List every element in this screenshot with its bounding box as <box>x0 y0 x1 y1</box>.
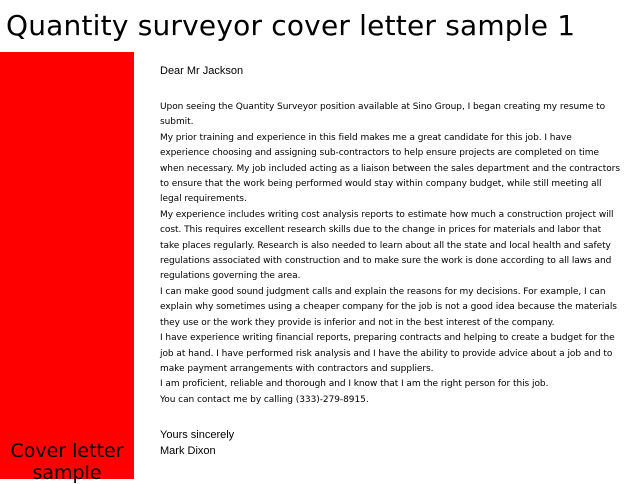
page-title: Quantity surveyor cover letter sample 1 <box>6 9 576 42</box>
letter-paragraph: You can contact me by calling (333)-279-8915. <box>160 394 369 405</box>
letter-paragraph: I am proficient, reliable and thorough and I know that I am the right person for this job. <box>160 379 549 390</box>
letter-paragraph: I have experience writing financial reports, preparing contracts and helping to create a budget for the job at hand. I have performed risk analysis and I have the ability to provide advice about a job and to make payment arrangements with contractors and suppliers. <box>160 333 615 374</box>
letter-paragraph: I can make good sound judgment calls and explain the reasons for my decisions. For example, I can explain why sometimes using a cheaper company for the job is not a good idea because the materials they use or the work they provide is inferior and not in the best interest of the company. <box>160 286 617 328</box>
letter-salutation: Dear Mr Jackson <box>160 65 244 77</box>
letter-closing-block <box>160 427 620 459</box>
letter-signature: Mark Dixon <box>160 445 216 458</box>
sidebar-caption: Cover letter sample <box>10 440 124 484</box>
letter-paragraph: My prior training and experience in this field makes me a great candidate for this job. I have experience choosing and assigning sub-contractors to help ensure projects are completed on time when necessary. My job included acting as a liaison between the sales department and the contractors to ensure that the work being performed would stay within company budget, while still meeting all legal requirements. <box>160 132 620 205</box>
letter-paragraph: Upon seeing the Quantity Surveyor position available at Sino Group, I began creating my resume to submit. <box>160 102 606 128</box>
letter-closing: Yours sincerely <box>160 429 235 442</box>
cover-letter <box>160 63 620 459</box>
letter-paragraph: My experience includes writing cost analysis reports to estimate how much a construction project will cost. This requires excellent research skills due to the change in prices for materials and labor that take places regularly. Research is also needed to learn about all the state and local health and safety regulations associated with construction and to make sure the work is done according to all laws and regulations governing the area. <box>160 209 614 282</box>
sidebar-panel <box>0 52 134 484</box>
